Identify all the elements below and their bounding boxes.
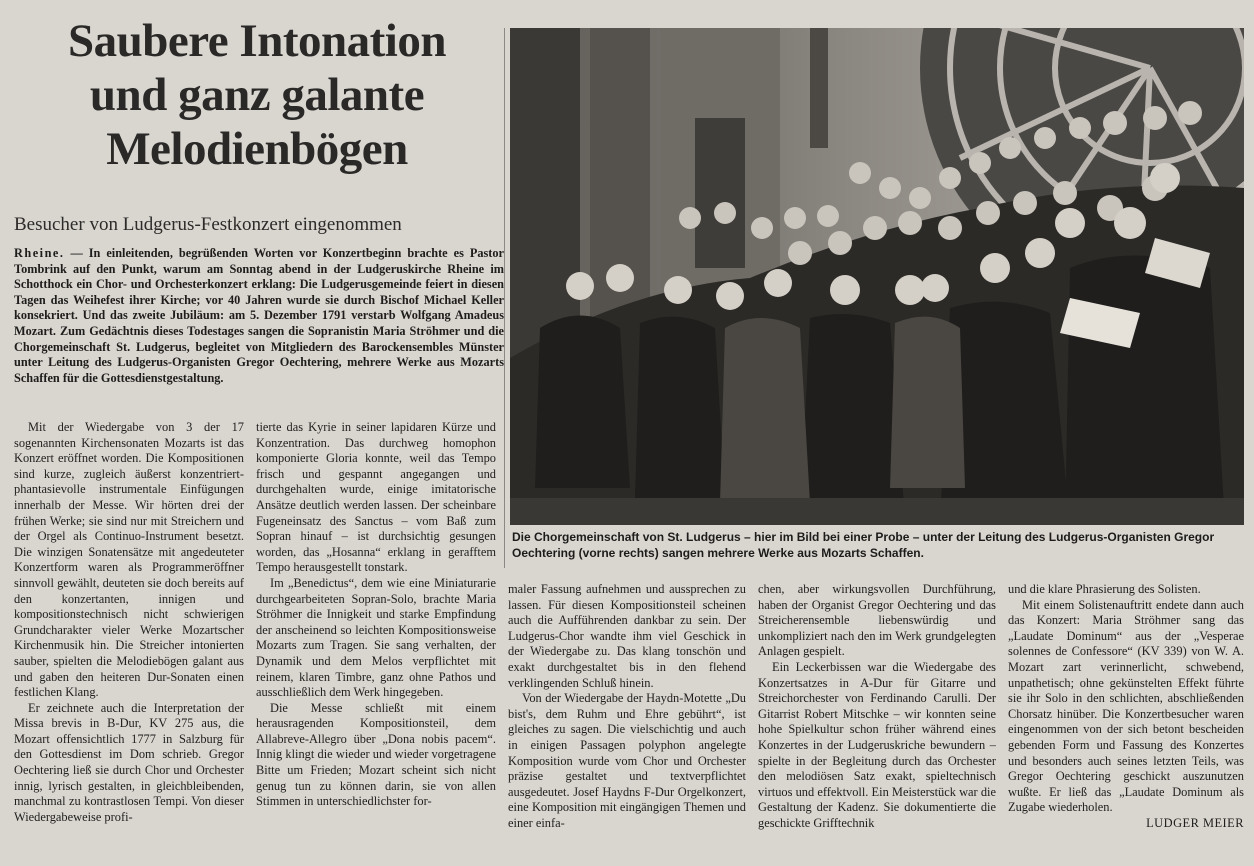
article-headline xyxy=(12,14,502,176)
author-byline: LUDGER MEIER xyxy=(1146,815,1244,830)
paragraph: Ein Leckerbissen war die Wiedergabe des Konzertsatzes in A-Dur für Gitarre und Streichorchester von Ferdinando Carulli. Der Gitarrist Robert Mitschke – wir konnten seine hohe Spielkultur schon früher während eines Konzertes in der Ludgeruskriche bewundern – spielte in der Begleitung durch das Orchester den melodiösen Satz exakt, spieltechnisch virtuos und effektvoll. Ein Meisterstück war die Gestaltung der Kadenz. Sie dokumentierte die geschickte Grifftechnik xyxy=(758,659,996,830)
paragraph: tierte das Kyrie in seiner lapidaren Kürze und Konzentration. Das durchweg homophon komponierte Gloria konnte, weil das Tempo frisch und gespannt angegangen und durchgehalten wurde, einige imitatorische Ansätze deutlich werden lassen. Der scheinbare Fugeneinsatz des Sanctus – vom Baß zum Sopran hinauf – ist durchsichtig gesungen worden, das „Hosanna“ erklang in gerafftem Tempo herausgestellt tonstark. xyxy=(256,420,496,575)
article-column-4 xyxy=(758,582,996,832)
choir-photo xyxy=(510,28,1244,525)
article-column-2 xyxy=(256,420,496,810)
article-lead xyxy=(14,246,504,386)
article-column-5 xyxy=(1008,582,1244,832)
paragraph: chen, aber wirkungsvollen Durchführung, haben der Organist Gregor Oechtering und das Streicherensemble liebenswürdig und unkompliziert nach den im Werk grundgelegten Anlagen gespielt. xyxy=(758,582,996,659)
article-column-3 xyxy=(508,582,746,832)
lead-text: — In einleitenden, begrüßenden Worten vor Konzertbeginn brachte es Pastor Tombrink auf den Punkt, warum am Sonntag abend in der Ludgeruskirche Rheine im Schotthock ein Chor- und Orchesterkonzert erklang: Die Ludgerusgemeinde feiert in diesen Tagen das Weihefest ihrer Kirche; vor 40 Jahren wurde sie durch Bischof Michael Keller konsekriert. Und das zweite Jubiläum: am 5. Dezember 1791 verstarb Wolfgang Amadeus Mozart. Zum Gedächtnis dieses Todestages sangen die Sopranistin Maria Ströhmer und die Chorgemeinschaft St. Ludgerus, begleitet von Mitgliedern des Barockensembles Münster unter Leitung des Ludgerus-Organisten Gregor Oechtering, mehrere Werke aus Mozarts Schaffen für die Gottesdienstgestaltung. xyxy=(14,246,504,385)
lead-dateline: Rheine. xyxy=(14,246,65,260)
paragraph: Von der Wiedergabe der Haydn-Motette „Du bist's, dem Ruhm und Ehre gebührt“, ist gleiches zu sagen. Die vielschichtig und auch in einigen Passagen polyphon angelegte Komposition wurde vom Chor und Orchester präzise gestaltet und textverpflichtet ausgedeutet. Josef Haydns F-Dur Orgelkonzert, eine Komposition mit eingängigen Themen und einer einfa- xyxy=(508,691,746,830)
headline-line-1: Saubere Intonation xyxy=(68,15,446,67)
headline-line-3: Melodienbögen xyxy=(106,123,408,175)
photo-caption: Die Chorgemeinschaft von St. Ludgerus – hier im Bild bei einer Probe – unter der Leitung des Ludgerus-Organisten Gregor Oechtering (vorne rechts) sangen mehrere Werke aus Mozarts Schaffen. xyxy=(512,530,1215,560)
paragraph: Mit der Wiedergabe von 3 der 17 sogenannten Kirchensonaten Mozarts ist das Konzert eröffnet worden. Die Kompositionen sind kurze, zugleich äußerst konzentriert-phantasievolle instrumentale Einfügungen innerhalb der Messe. Wir hörten drei der frühen Werke; sie sind nur mit Streichern und der Orgel als Continuo-Instrument besetzt. Die winzigen Sonatensätze mit angedeuteter Konzertform waren als Programmeröffner sinnvoll gewählt, deuteten sie doch bereits auf den konzertanten, innigen und kompositionstechnisch nicht schwierigen Grundcharakter vieler Werke Mozartscher Kirchenmusik hin. Die Streicher intonierten sauber, spielten die Melodiebögen galant aus und gaben den heiteren Dur-Sonaten einen festlichen Klang. xyxy=(14,420,244,700)
paragraph: Er zeichnete auch die Interpretation der Missa brevis in B-Dur, KV 275 aus, die Mozart offensichtlich 1777 in Salzburg für den Gottesdienst im Dom schrieb. Gregor Oechtering ließ sie durch Chor und Orchester innig, lyrisch gestalten, in gleichbleibenden, manchmal zu kontrastlosen Tempi. Von dieser Wiedergabeweise profi- xyxy=(14,700,244,824)
paragraph: Im „Benedictus“, dem wie eine Miniaturarie durchgearbeiteten Sopran-Solo, brachte Maria Ströhmer die Innigkeit und starke Empfindung der anscheinend so leichten Kompositionsweise Mozarts zum Tragen. Sie sang verhalten, der Dynamik und dem Melos verpflichtet mit reinem, klaren Timbre, ganz ohne Pathos und ausschließlich dem Werk hingegeben. xyxy=(256,575,496,700)
article-subheadline: Besucher von Ludgerus-Festkonzert eingenommen xyxy=(14,214,402,235)
column-divider xyxy=(504,28,505,568)
paragraph: Die Messe schließt mit einem herausragenden Kompositionsteil, dem Allabreve-Allegro über „Dona nobis pacem“. Innig klingt die wieder und wieder vorgetragene Bitte um Frieden; Mozart scheint sich nicht genug tun zu können darin, sie von allen Stimmen in unterschiedlichster for- xyxy=(256,700,496,809)
article-column-1 xyxy=(14,420,244,825)
headline-line-2: und ganz galante xyxy=(89,69,425,121)
paragraph: und die klare Phrasierung des Solisten. xyxy=(1008,582,1201,596)
paragraph: Mit einem Solistenauftritt endete dann auch das Konzert: Maria Ströhmer sang das „Laudate Dominum“ aus der „Vesperae solennes de Confessore“ (KV 339) von W. A. Mozart zart verinnerlicht, schwebend, unpathetisch; ohne gekünstelten Effekt führte sie ihr Solo in den schlichten, abschließenden Chorsatz hinüber. Die Konzertbesucher waren eingenommen von der sich betont bescheiden gebenden Form und Fassung des Konzertes und besonders auch seines letzten Teils, was Gregor Oechtering geschickt auszunutzen wußte. Er ließ das „Laudate Dominum als Zugabe wiederholen. xyxy=(1008,597,1244,815)
paragraph: maler Fassung aufnehmen und aussprechen zu lassen. Für diesen Kompositionsteil scheinen auch die Aufführenden dankbar zu sein. Der Ludgerus-Chor wandte ihm viel Geschick in der Wiedergabe zu. Das klang tonschön und exakt durchgestaltet bis in den flehend verklingenden Schluß hinein. xyxy=(508,582,746,690)
choir-photo-illustration xyxy=(510,28,1244,525)
